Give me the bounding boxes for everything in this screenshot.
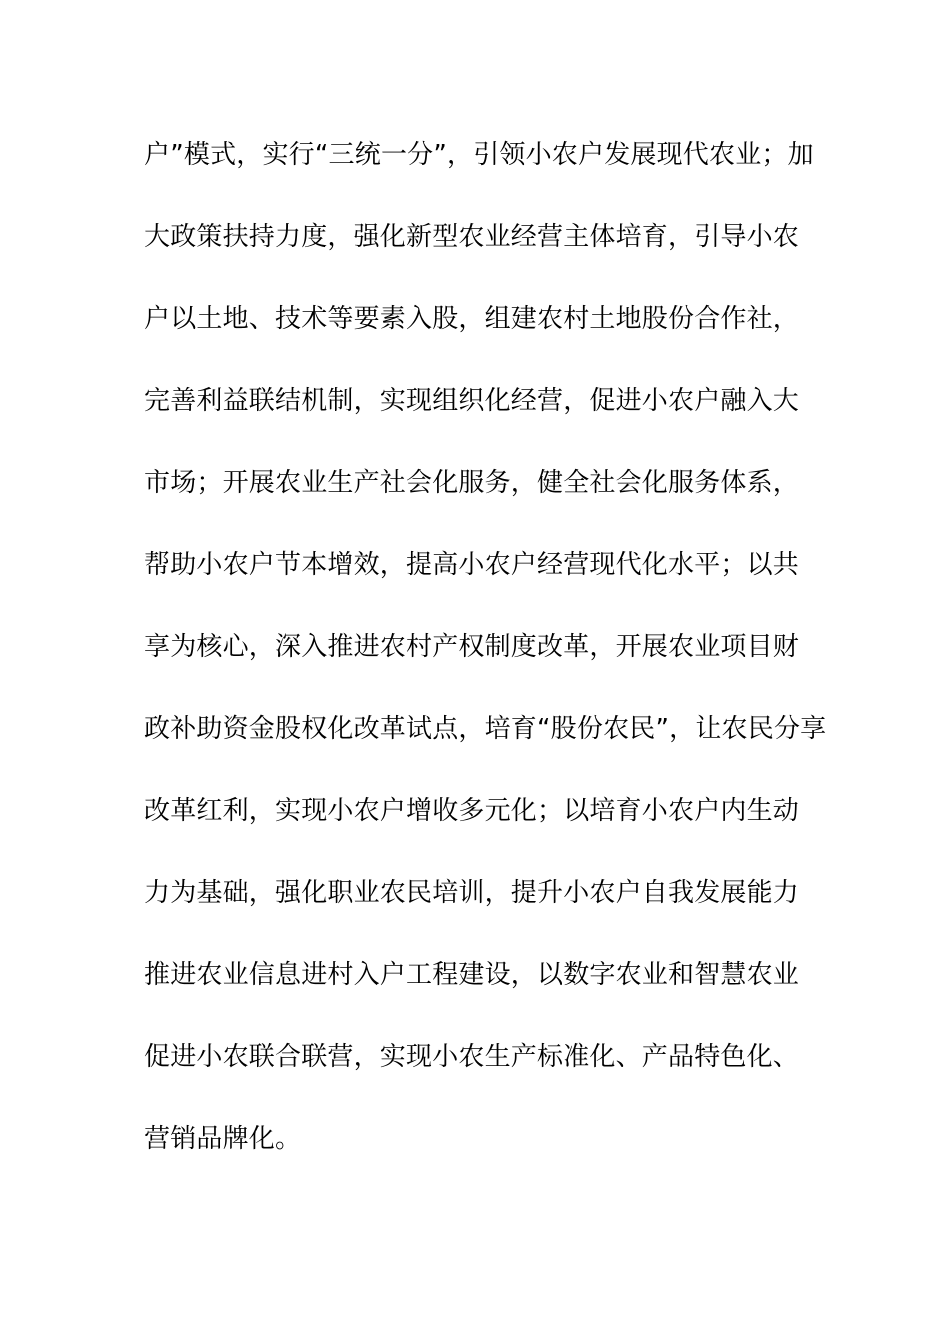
paragraph-line: 力为基础，强化职业农民培训，提升小农户自我发展能力	[144, 878, 800, 908]
paragraph-line: 营销品牌化。	[144, 1124, 302, 1154]
paragraph-line: 市场；开展农业生产社会化服务，健全社会化服务体系，	[144, 468, 800, 498]
paragraph-line: 政补助资金股权化改革试点，培育“股份农民”，让农民分享	[144, 714, 827, 744]
paragraph-line: 户以土地、技术等要素入股，组建农村土地股份合作社，	[144, 304, 800, 334]
paragraph-line: 改革红利，实现小农户增收多元化；以培育小农户内生动	[144, 796, 800, 826]
paragraph-line: 推进农业信息进村入户工程建设，以数字农业和智慧农业	[144, 960, 800, 990]
paragraph-line: 户”模式，实行“三统一分”，引领小农户发展现代农业；加	[144, 140, 814, 170]
paragraph-line: 完善利益联结机制，实现组织化经营，促进小农户融入大	[144, 386, 800, 416]
paragraph-line: 享为核心，深入推进农村产权制度改革，开展农业项目财	[144, 632, 800, 662]
paragraph-line: 帮助小农户节本增效，提高小农户经营现代化水平；以共	[144, 550, 800, 580]
paragraph-line: 促进小农联合联营，实现小农生产标准化、产品特色化、	[144, 1042, 800, 1072]
body-paragraph	[144, 130, 827, 1196]
paragraph-line: 大政策扶持力度，强化新型农业经营主体培育，引导小农	[144, 222, 800, 252]
